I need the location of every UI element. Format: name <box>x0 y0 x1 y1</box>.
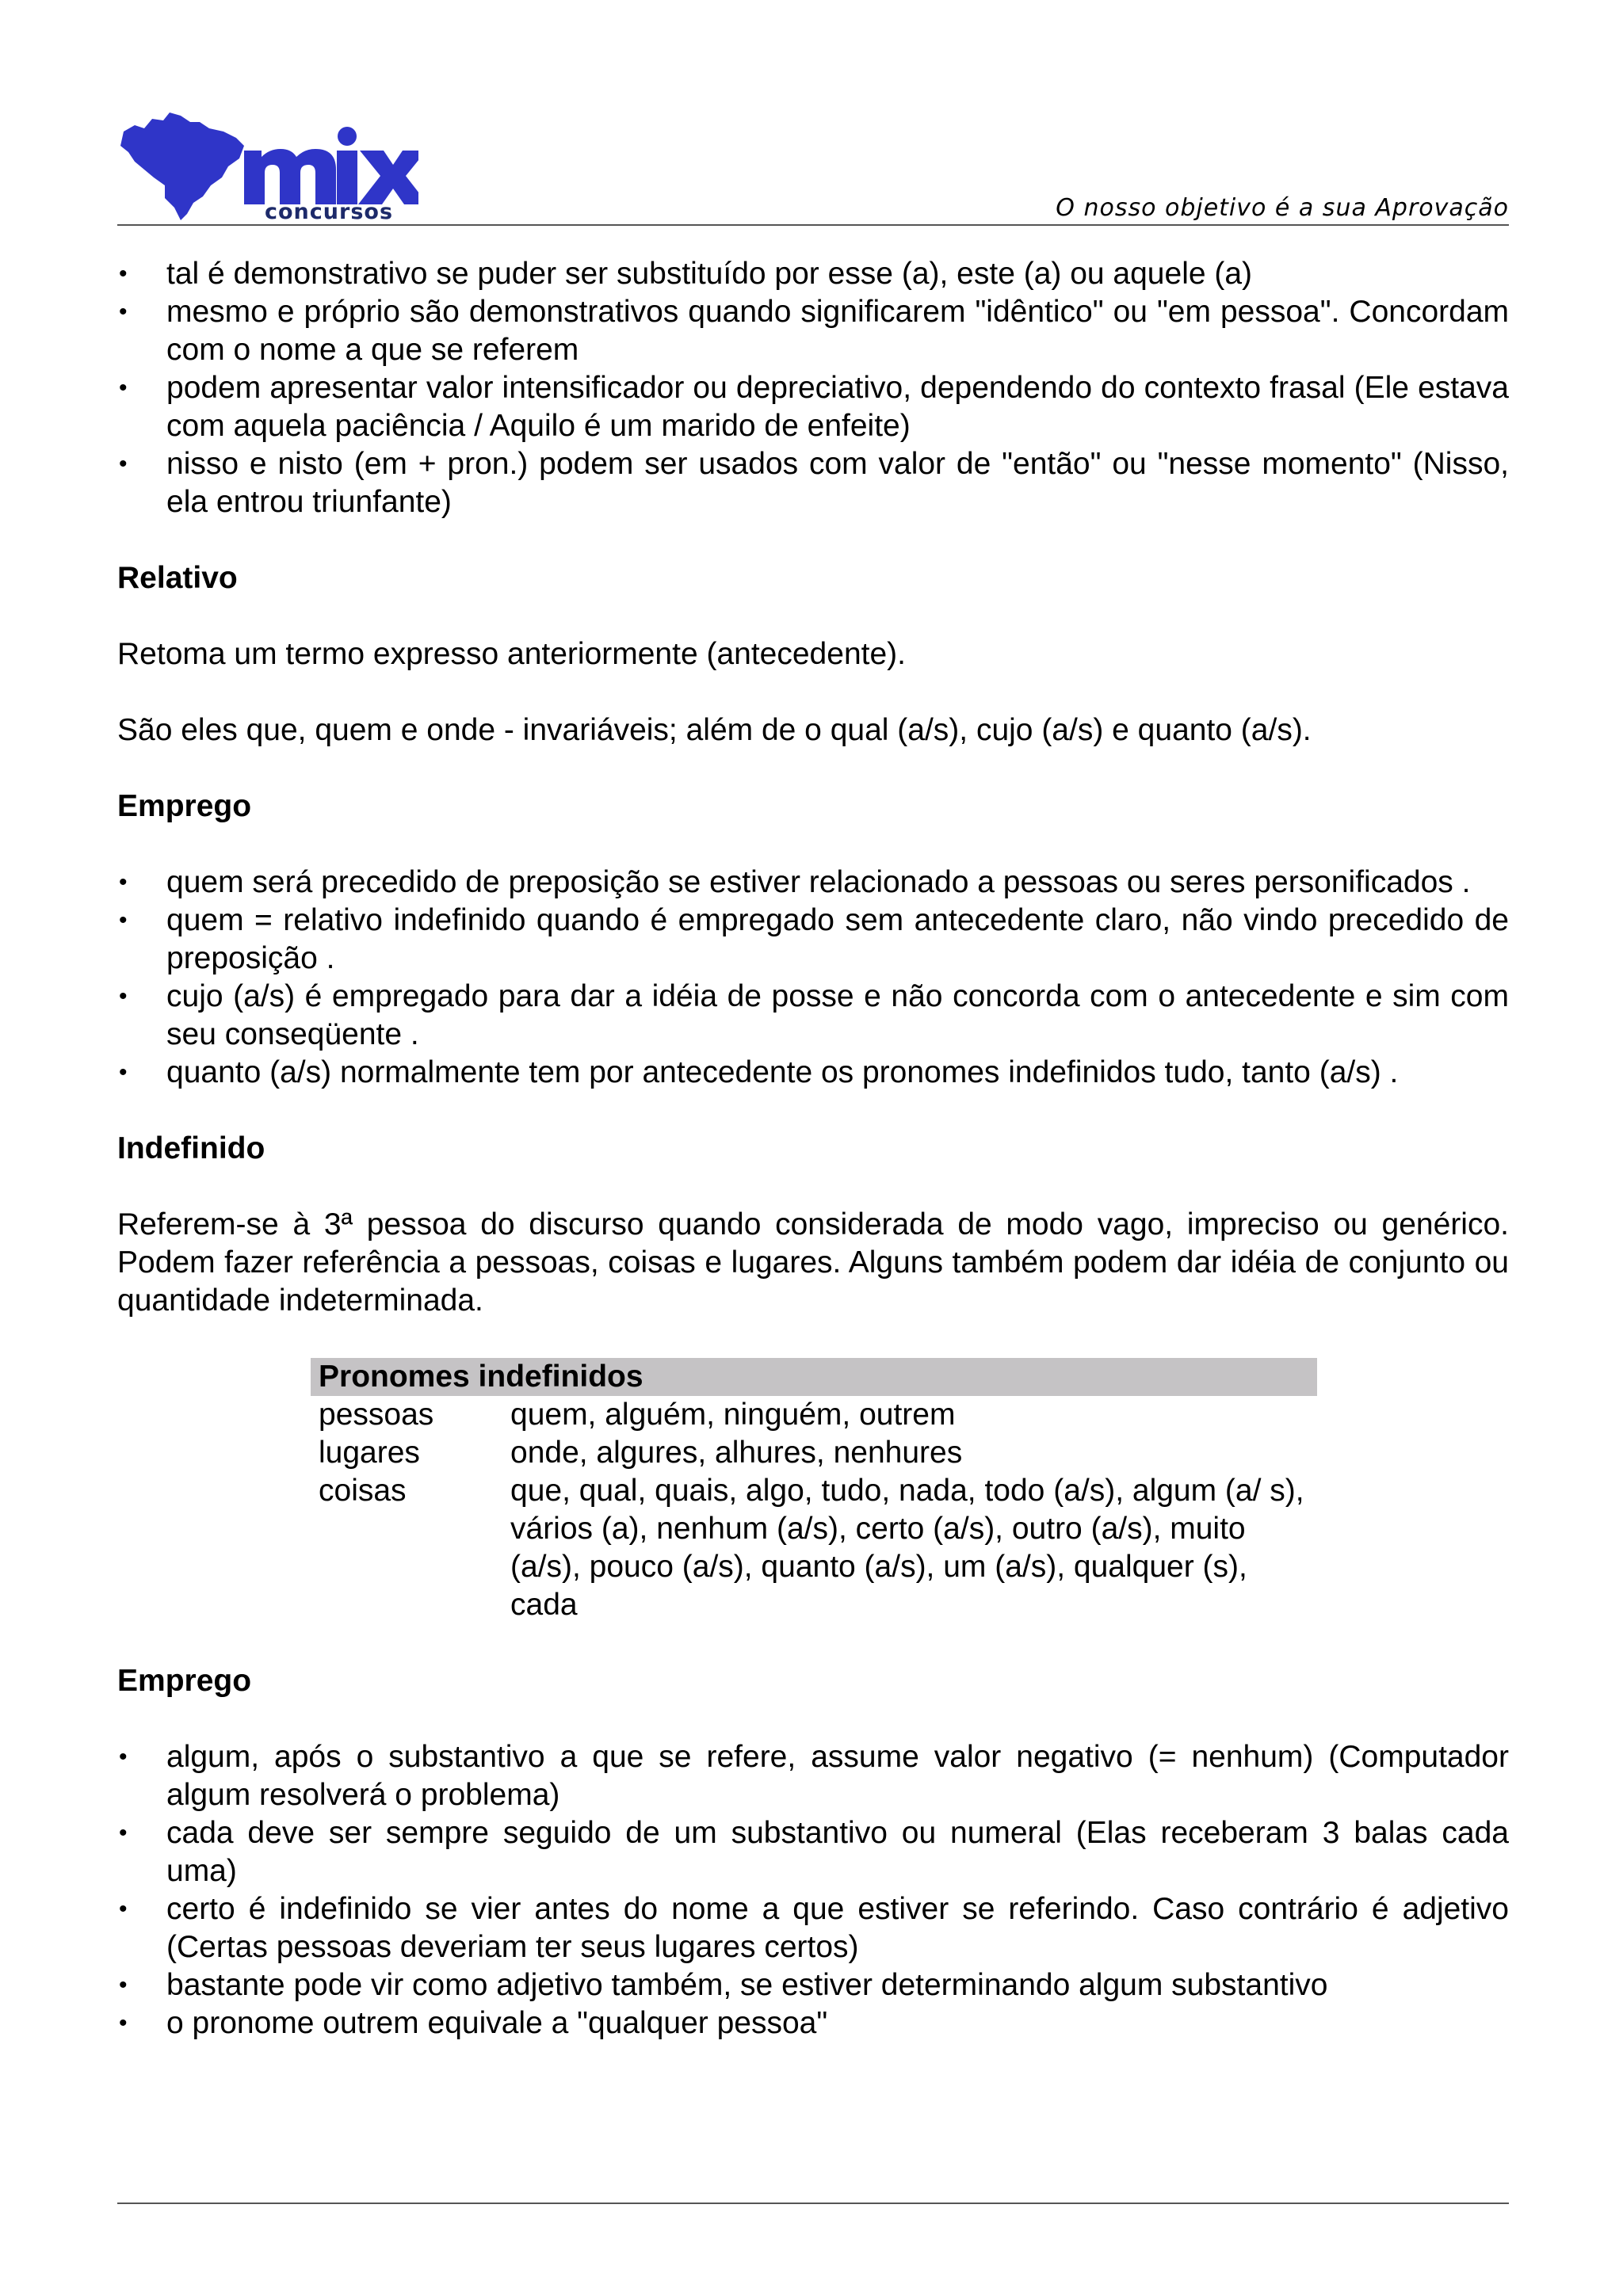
section-heading-emprego: Emprego <box>117 1664 252 1698</box>
table-cell-category: coisas <box>319 1474 407 1508</box>
section-heading-relativo: Relativo <box>117 561 238 595</box>
list-item: • algum, após o substantivo a que se refere, assume valor negativo (= nenhum) (Computador algum resolverá o problema) <box>117 1738 1509 1814</box>
footer-divider <box>117 2203 1509 2204</box>
table-cell-values: quem, alguém, ninguém, outrem <box>510 1398 956 1432</box>
paragraph: Referem-se à 3ª pessoa do discurso quando considerada de modo vago, impreciso ou genérico. Podem fazer referência a pessoas, coisas e lugares. Alguns também podem dar idéia de conjunto ou quantidade indeterminada. <box>117 1207 1509 1318</box>
table-cell-category: pessoas <box>319 1398 434 1432</box>
list-item: • quem será precedido de preposição se estiver relacionado a pessoas ou seres personificados . <box>117 864 1509 902</box>
list-item: • bastante pode vir como adjetivo também, se estiver determinando algum substantivo <box>117 1966 1509 2004</box>
main-content <box>117 255 1509 2042</box>
list-item: • quem = relativo indefinido quando é empregado sem antecedente claro, não vindo precedido de preposição . <box>117 902 1509 978</box>
list-item: • mesmo e próprio são demonstrativos quando significarem "idêntico" ou "em pessoa". Concordam com o nome a que se referem <box>117 293 1509 369</box>
indefinido-emprego-list <box>117 1738 1509 2042</box>
list-item: • o pronome outrem equivale a "qualquer pessoa" <box>117 2004 1509 2042</box>
section-heading-indefinido: Indefinido <box>117 1131 265 1165</box>
list-item: • cujo (a/s) é empregado para dar a idéia de posse e não concorda com o antecedente e sim com seu conseqüente . <box>117 978 1509 1054</box>
header-tagline: O nosso objetivo é a sua Aprovação <box>1056 194 1509 222</box>
logo-subtitle: concursos <box>265 200 394 220</box>
list-item: • tal é demonstrativo se puder ser substituído por esse (a), este (a) ou aquele (a) <box>117 255 1509 293</box>
intro-bullet-list <box>117 255 1509 521</box>
table-row <box>311 1396 1317 1434</box>
list-item: • podem apresentar valor intensificador ou depreciativo, dependendo do contexto frasal (Ele estava com aquela paciência / Aquilo é um marido de enfeite) <box>117 369 1509 445</box>
pronomes-indefinidos-table <box>311 1358 1317 1624</box>
table-header: Pronomes indefinidos <box>311 1358 1317 1396</box>
table-row <box>311 1434 1317 1472</box>
header-divider <box>117 224 1509 226</box>
paragraph: São eles que, quem e onde - invariáveis; além de o qual (a/s), cujo (a/s) e quanto (a/s). <box>117 713 1312 747</box>
list-item: • nisso e nisto (em + pron.) podem ser usados com valor de "então" ou "nesse momento" (Nisso, ela entrou triunfante) <box>117 445 1509 521</box>
brazil-map-icon <box>120 113 244 220</box>
section-heading-emprego: Emprego <box>117 789 252 823</box>
list-item: • quanto (a/s) normalmente tem por antecedente os pronomes indefinidos tudo, tanto (a/s) . <box>117 1054 1509 1092</box>
table-row <box>311 1472 1317 1624</box>
list-item: • cada deve ser sempre seguido de um substantivo ou numeral (Elas receberam 3 balas cada uma) <box>117 1814 1509 1890</box>
table-cell-category: lugares <box>319 1436 420 1470</box>
relativo-emprego-list <box>117 864 1509 1092</box>
table-cell-values: onde, algures, alhures, nenhures <box>510 1436 963 1470</box>
page-header <box>117 93 1509 225</box>
mix-concursos-logo <box>117 101 418 220</box>
table-cell-values: que, qual, quais, algo, tudo, nada, todo (a/s), algum (a/ s), vários (a), nenhum (a/s), certo (a/s), outro (a/s), muito (a/s), pouco (a/s), quanto (a/s), um (a/s), qualquer (s), cada <box>510 1474 1304 1622</box>
paragraph: Retoma um termo expresso anteriormente (antecedente). <box>117 637 906 671</box>
list-item: • certo é indefinido se vier antes do nome a que estiver se referindo. Caso contrário é adjetivo (Certas pessoas deveriam ter seus lugares certos) <box>117 1890 1509 1966</box>
